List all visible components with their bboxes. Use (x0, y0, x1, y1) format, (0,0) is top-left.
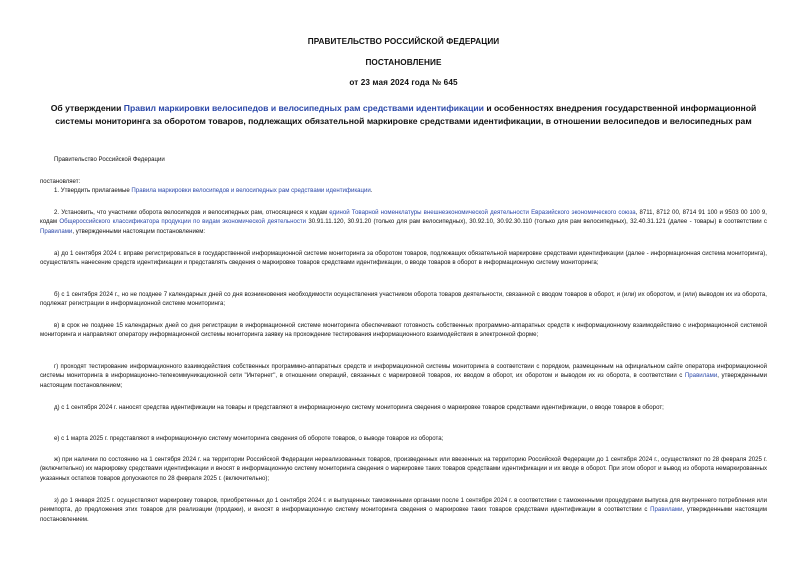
subparagraph-v: в) в срок не позднее 15 календарных дней со дня регистрации в информационной системе мониторинга обеспечивают готовность собственных программно-аппаратных средств к информационному взаимодействию с информационной системой мониторинга и направляют оператору информационной системы мониторинга заявку на прохождение тестирования информационного взаимодействия в электронной форме; (40, 322, 767, 339)
subparagraph-b: б) с 1 сентября 2024 г., но не позднее 7 календарных дней со дня возникновения необходимости осуществления участником оборота товаров деятельности, связанной с вводом товаров в оборот, и (или) их оборотом, и (или) выводом их из оборота, подлежат регистрации в информационной системе мониторинга; (40, 291, 767, 308)
government-heading: ПРАВИТЕЛЬСТВО РОССИЙСКОЙ ФЕДЕРАЦИИ (307, 37, 500, 46)
subparagraph-e: е) с 1 марта 2025 г. представляют в информационную систему мониторинга сведения об обороте товаров, о выводе товаров из оборота; (54, 435, 444, 442)
paragraph-2 (40, 208, 767, 236)
paragraph-2-end: , утвержденными настоящим постановлением: (72, 227, 206, 235)
subparagraph-z (40, 496, 767, 524)
paragraph-1 (40, 186, 767, 195)
date-number-heading: от 23 мая 2024 года № 645 (349, 78, 458, 87)
paragraph-2-codes-2: 30.91.11.120, 30.91.20 (только для рам велосипедных), 30.92.10, 30.92.30.110 (только для рам велосипедных), 32.40.31.121 (далее - товары) в соответствии с (306, 218, 767, 226)
title-rules-link[interactable]: Правил маркировки велосипедов и велосипедных рам средствами идентификации (123, 103, 484, 113)
paragraph-2-rules-link[interactable]: Правилами (40, 227, 73, 235)
tn-ved-link[interactable]: единой Товарной номенклатуры внешнеэкономической деятельности Евразийского экономического союза (329, 209, 636, 216)
paragraph-2-codes: , 8711, 8712 00, 8714 91 100 и 9503 00 100 9, кодам (40, 209, 767, 226)
paragraph-1-text: 1. Утвердить прилагаемые (54, 187, 132, 194)
subparagraph-d: д) с 1 сентября 2024 г. наносят средства идентификации на товары и представляют в информационную систему мониторинга сведения о маркировке товаров средствами идентификации, о вводе товаров в оборот; (54, 404, 664, 411)
subparagraph-z-rules-link[interactable]: Правилами (650, 506, 683, 514)
decrees-line: постановляет: (40, 178, 81, 185)
subparagraph-g-text: г) проходят тестирование информационного взаимодействия собственных программно-аппаратных средств и информационной системы мониторинга в соответствии с порядком, размещенным на официальном сайте оператора информационной системы мониторинга в информационно-телекоммуникационной сети "Интернет", в отношении операций, связанных с маркировкой товаров, их вводом в оборот, их оборотом и выводом их из оборота, в соответствии с (40, 363, 767, 380)
subparagraph-z-text: з) до 1 января 2025 г. осуществляют маркировку товаров, приобретенных до 1 сентября 2024 г. и выпущенных таможенными органами после 1 сентября 2024 г. в соответствии с таможенными процедурами выпуска для внутреннего потребления или реимпорта, до предложения этих товаров для реализации (продажи), и вносят в информационную систему мониторинга сведения о маркировке таких товаров средствами идентификации в соответствии с (40, 497, 767, 514)
subparagraph-g-rules-link[interactable]: Правилами (684, 372, 718, 380)
paragraph-2-text: 2. Установить, что участники оборота велосипедов и велосипедных рам, относящиеся к кодам (54, 209, 330, 216)
document-title (40, 102, 767, 127)
title-prefix: Об утверждении (50, 103, 124, 113)
paragraph-1-end: . (370, 187, 373, 194)
subparagraph-a: а) до 1 сентября 2024 г. вправе регистрироваться в государственной информационной системе мониторинга за оборотом товаров, подлежащих обязательной маркировке средствами идентификации (далее - информационная система мониторинга), осуществлять нанесение средств идентификации и представлять сведения о маркировке товаров средствами идентификации, о вводе товаров в оборот в информационную систему мониторинга; (40, 250, 767, 267)
okpd-link[interactable]: Общероссийского классификатора продукции по видам экономической деятельности (59, 218, 307, 226)
subparagraph-g (40, 362, 767, 390)
title-suffix: и особенностях внедрения государственной информационной системы мониторинга за оборотом товаров, подлежащих обязательной маркировке средствами идентификации, в отношении велосипедов и велосипедных рам (55, 103, 757, 126)
subparagraph-g-end: , утвержденными настоящим постановлением; (40, 372, 767, 389)
subparagraph-z-end: , утвержденными настоящим постановлением. (40, 506, 767, 523)
paragraph-1-rules-link[interactable]: Правила маркировки велосипедов и велосипедных рам средствами идентификации (131, 187, 371, 194)
government-line: Правительство Российской Федерации (54, 156, 165, 163)
document-type-heading: ПОСТАНОВЛЕНИЕ (365, 58, 442, 67)
subparagraph-zh: ж) при наличии по состоянию на 1 сентября 2024 г. на территории Российской Федерации нереализованных товаров, произведенных или ввезенных на территорию Российской Федерации до 1 сентября 2024 г., осуществляют по 28 февраля 2025 г. (включительно) их маркировку средствами идентификации и вносят в информационную систему мониторинга сведения о маркировке таких товаров средствами идентификации и их вводе в оборот. При этом оборот и вывод из оборота немаркированных указанных остатков товаров допускаются по 28 февраля 2025 г. (включительно); (40, 456, 767, 482)
